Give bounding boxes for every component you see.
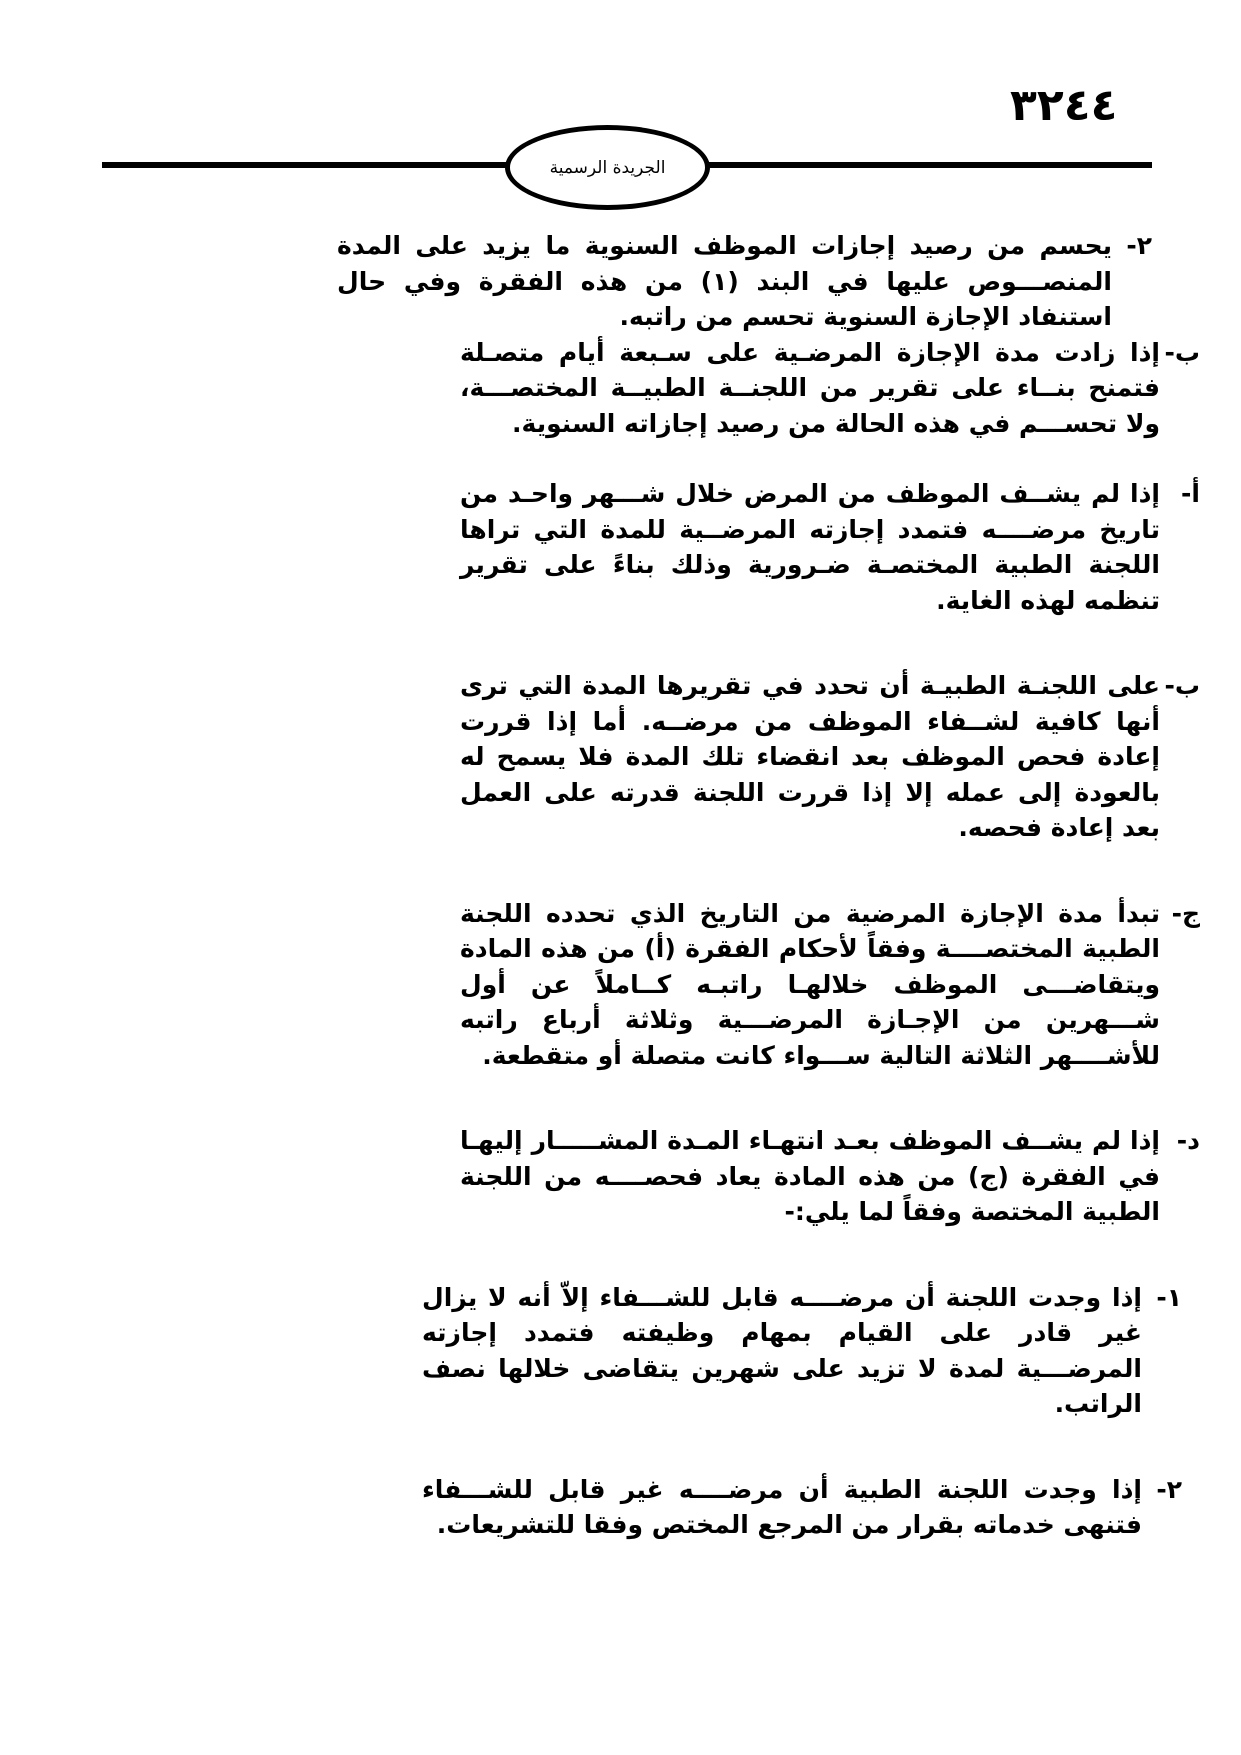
clause-marker: ٢- <box>1156 1474 1182 1504</box>
clause-text: يحسم من رصيد إجازات الموظف السنوية ما يزيد على المدة المنصـــوص عليها في البند (١) من هذه الفقرة وفي حال استنفاد الإجازة السنوية تحسم من راتبه. <box>337 231 1112 331</box>
clause-item <box>337 228 1152 335</box>
article-clause <box>460 476 1200 618</box>
clause-item <box>460 896 1200 1074</box>
clause-item <box>460 668 1200 846</box>
clause-item <box>460 335 1200 442</box>
clause-text: إذا زادت مدة الإجازة المرضـية على سـبعة أيام متصـلة فتمنح بنــاء على تقرير من اللجنــة الطبيــة المختصـــة، ولا تحســـم في هذه الحالة من رصيد إجازاته السنوية. <box>460 337 1160 438</box>
clause-marker: أ- <box>1181 479 1200 508</box>
clause-text: على اللجنـة الطبيـة أن تحدد في تقريرها المدة التي ترى أنها كافية لشــفاء الموظف من مرضــه. أما إذا قررت إعادة فحص الموظف بعد انقضاء تلك المدة فلا يسمح له بالعودة إلى عمله إلا إذا قررت اللجنة قدرته على العمل بعد إعادة فحصه. <box>460 671 1160 842</box>
body-text <box>150 228 1200 1543</box>
gazette-title: الجريدة الرسمية <box>549 157 666 178</box>
clause-marker: ب- <box>1164 671 1200 700</box>
clause-item <box>460 1123 1200 1230</box>
clause-marker: د- <box>1176 1126 1200 1155</box>
clause-marker: ١- <box>1156 1282 1182 1312</box>
clause-text: تبدأ مدة الإجازة المرضية من التاريخ الذي تحدده اللجنة الطبية المختصــــة وفقاً لأحكام الفقرة (أ) من هذه المادة ويتقاضـــى الموظف خلالهـا راتبـه كــاملاً عن أول شـــهرين من الإجـازة المرضـــية وثلاثة أرباع راتبه للأشــــهر الثلاثة التالية ســـواء كانت متصلة أو متقطعة. <box>460 898 1160 1070</box>
page-number: ٣٢٤٤ <box>1010 80 1118 131</box>
clause-text: إذا لم يشــف الموظف بعـد انتهـاء المـدة المشـــــار إليهـا في الفقرة (ج) من هذه المادة يعاد فحصــــه من اللجنة الطبية المختصة وفقاً لما يلي:- <box>460 1126 1160 1226</box>
clause-text: إذا وجدت اللجنة الطبية أن مرضــــه غير قابل للشـــفاء فتنهى خدماته بقرار من المرجع المختص وفقا للتشريعات. <box>422 1474 1142 1539</box>
clause-marker: ٢- <box>1126 231 1152 260</box>
clause-marker: ج- <box>1171 898 1200 928</box>
clause-text: إذا وجدت اللجنة أن مرضــــه قابل للشـــفاء إلاّ أنه لا يزال غير قادر على القيام بمهام وظيفته فتمدد إجازته المرضـــية لمدة لا تزيد على شهرين يتقاضى خلالها نصف الراتب. <box>422 1282 1142 1418</box>
header-ellipse <box>505 125 710 210</box>
clause-item <box>422 1280 1182 1422</box>
clause-marker: ب- <box>1164 337 1200 367</box>
clause-text: إذا لم يشــف الموظف من المرض خلال شـــهر واحـد من تاريخ مرضــــه فتمدد إجازته المرضــية للمدة التي تراها اللجنة الطبية المختصـة ضـرورية وذلك بناءً على تقرير تنظمه لهذه الغاية. <box>460 479 1160 615</box>
clause-item <box>422 1472 1182 1543</box>
